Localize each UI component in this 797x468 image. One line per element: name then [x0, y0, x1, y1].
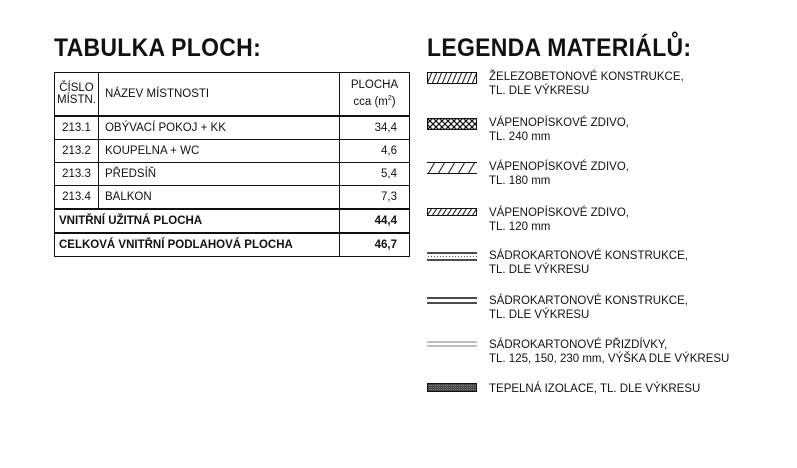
legend-text: TEPELNÁ IZOLACE, TL. DLE VÝKRESU [489, 383, 701, 395]
drywall-lining-thin-double-line-icon [427, 341, 477, 347]
thermal-insulation-fill-icon [427, 383, 477, 392]
room-number: 213.3 [55, 163, 99, 186]
legend-text: VÁPENOPÍSKOVÉ ZDIVO, TL. 180 mm [489, 161, 629, 187]
legend-text: SÁDROKARTONOVÉ KONSTRUKCE, TL. DLE VÝKRESU [489, 250, 688, 276]
room-area: 4,6 [340, 140, 410, 163]
total-label: VNITŘNÍ UŽITNÁ PLOCHA [55, 209, 340, 233]
legend-title: LEGENDA MATERIÁLŮ: [427, 34, 692, 62]
total-value: 46,7 [340, 233, 410, 257]
sand-lime-240-crosshatch-icon [427, 118, 477, 130]
reinforced-concrete-hatch-icon [427, 72, 477, 84]
room-area: 5,4 [340, 163, 410, 186]
legend-text: VÁPENOPÍSKOVÉ ZDIVO, TL. 240 mm [489, 117, 629, 143]
header-room-name: NÁZEV MÍSTNOSTI [98, 73, 339, 117]
table-header-row [55, 73, 410, 117]
legend-text: SÁDROKARTONOVÉ PŘIZDÍVKY, TL. 125, 150, 230 mm, VÝŠKA DLE VÝKRESU [489, 339, 730, 365]
legend-text: VÁPENOPÍSKOVÉ ZDIVO, TL. 120 mm [489, 207, 629, 233]
room-name: KOUPELNA + WC [98, 140, 339, 163]
table-row [55, 163, 410, 186]
table-row [55, 140, 410, 163]
total-value: 44,4 [340, 209, 410, 233]
room-number: 213.1 [55, 116, 99, 140]
drywall-double-line-icon [427, 297, 477, 304]
room-number: 213.2 [55, 140, 99, 163]
table-row [55, 116, 410, 140]
area-table [54, 72, 410, 257]
room-name: BALKON [98, 186, 339, 210]
room-name: OBÝVACÍ POKOJ + KK [98, 116, 339, 140]
room-name: PŘEDSÍŇ [98, 163, 339, 186]
table-row [55, 186, 410, 210]
header-area: PLOCHA cca $(m^2)$ [340, 73, 410, 117]
header-room-number: ČÍSLO MÍSTN. [55, 73, 99, 117]
room-area: 34,4 [340, 116, 410, 140]
table-title: TABULKA PLOCH: [54, 34, 262, 62]
sand-lime-120-hatch-icon [427, 208, 477, 216]
room-area: 7,3 [340, 186, 410, 210]
drywall-dotted-double-line-icon [427, 252, 477, 261]
total-label: CELKOVÁ VNITŘNÍ PODLAHOVÁ PLOCHA [55, 233, 340, 257]
room-number: 213.4 [55, 186, 99, 210]
total-row-floor-area [55, 233, 410, 257]
legend-text: ŽELEZOBETONOVÉ KONSTRUKCE, TL. DLE VÝKRESU [489, 71, 684, 97]
total-row-usable-area [55, 209, 410, 233]
sand-lime-180-hatch-icon [427, 162, 477, 174]
legend-text: SÁDROKARTONOVÉ KONSTRUKCE, TL. DLE VÝKRESU [489, 295, 688, 321]
